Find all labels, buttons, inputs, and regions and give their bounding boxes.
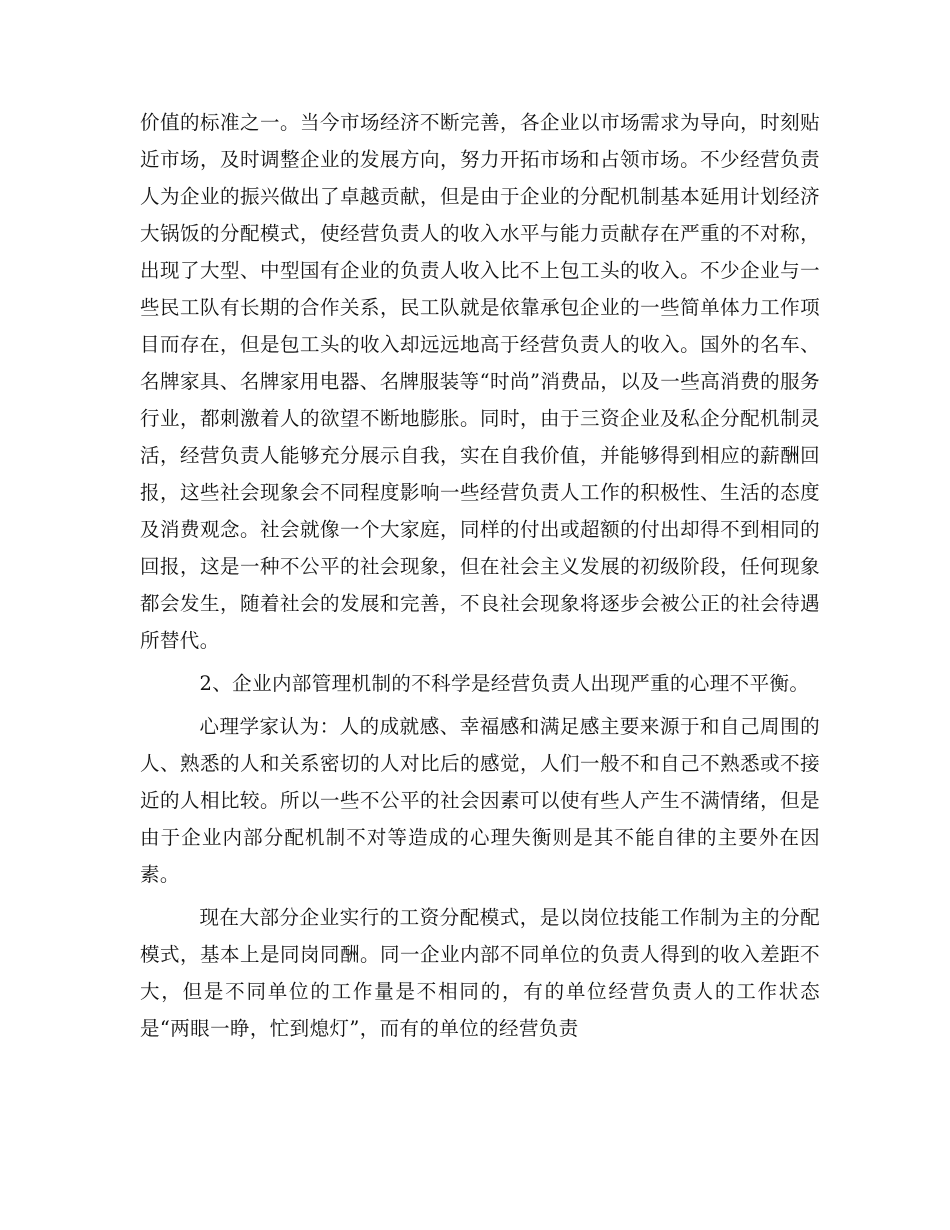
body-paragraph-3: 心理学家认为：人的成就感、幸福感和满足感主要来源于和自己周围的人、熟悉的人和关系密切的人对比后的感觉，人们一般不和自己不熟悉或不接近的人相比较。所以一些不公平的社会因素可以使有些人产生不满情绪，但是由于企业内部分配机制不对等造成的心理失衡则是其不能自律的主要外在因素。 <box>140 715 820 886</box>
section-heading-2: 2、企业内部管理机制的不科学是经营负责人出现严重的心理不平衡。 <box>199 672 810 695</box>
document-body <box>140 104 820 1053</box>
body-paragraph-1: 价值的标准之一。当今市场经济不断完善，各企业以市场需求为导向，时刻贴近市场，及时调整企业的发展方向，努力开拓市场和占领市场。不少经营负责人为企业的振兴做出了卓越贡献，但是由于企业的分配机制基本延用计划经济大锅饭的分配模式，使经营负责人的收入水平与能力贡献存在严重的不对称，出现了大型、中型国有企业的负责人收入比不上包工头的收入。不少企业与一些民工队有长期的合作关系，民工队就是依靠承包企业的一些简单体力工作项目而存在，但是包工头的收入却远远地高于经营负责人的收入。国外的名车、名牌家具、名牌家用电器、名牌服装等“时尚”消费品，以及一些高消费的服务行业，都刺激着人的欲望不断地膨胀。同时，由于三资企业及私企分配机制灵活，经营负责人能够充分展示自我，实在自我价值，并能够得到相应的薪酬回报，这些社会现象会不同程度影响一些经营负责人工作的积极性、生活的态度及消费观念。社会就像一个大家庭，同样的付出或超额的付出却得不到相同的回报，这是一种不公平的社会现象，但在社会主义发展的初级阶段，任何现象都会发生，随着社会的发展和完善，不良社会现象将逐步会被公正的社会待遇所替代。 <box>140 111 820 652</box>
body-paragraph-4: 现在大部分企业实行的工资分配模式，是以岗位技能工作制为主的分配模式，基本上是同岗同酬。同一企业内部不同单位的负责人得到的收入差距不大，但是不同单位的工作量是不相同的，有的单位经营负责人的工作状态是“两眼一睁，忙到熄灯”，而有的单位的经营负责 <box>140 906 820 1040</box>
